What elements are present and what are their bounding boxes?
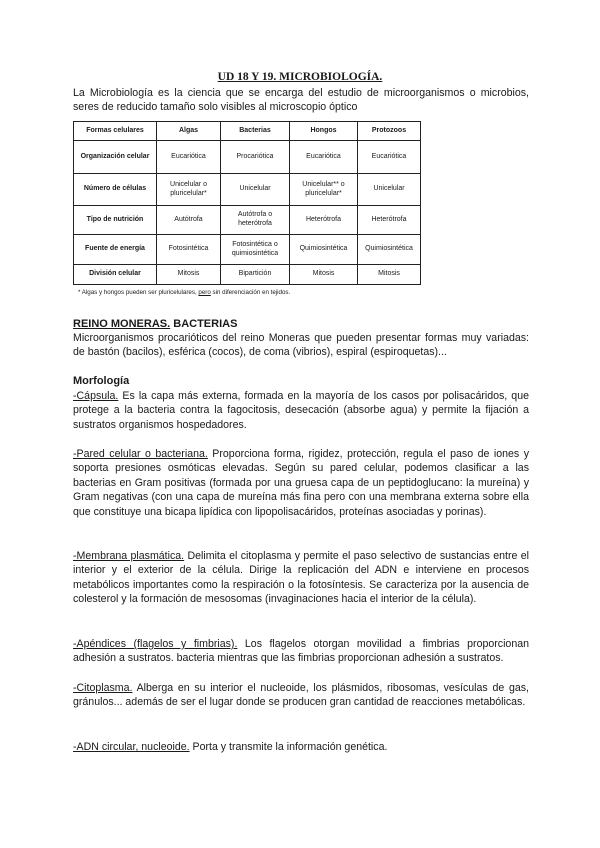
table-cell: Unicelular bbox=[221, 174, 290, 206]
comparison-table bbox=[73, 121, 421, 285]
footnote-text: * Algas y hongos pueden ser pluricelulares, bbox=[78, 289, 199, 296]
table-cell: Mitosis bbox=[157, 265, 221, 285]
page-title: UD 18 Y 19. MICROBIOLOGÍA. bbox=[217, 71, 383, 83]
intro-paragraph: La Microbiología es la ciencia que se encarga del estudio de microorganismos o microbios, seres de reducido tamaño solo visibles al microscopio óptico bbox=[73, 87, 529, 114]
table-header-cell: Protozoos bbox=[358, 122, 421, 141]
table-header-cell: Formas celulares bbox=[74, 122, 157, 141]
row-header-cell: Fuente de energía bbox=[74, 235, 157, 265]
table-cell: Fotosintética o quimiosintética bbox=[221, 235, 290, 265]
reino-paragraph: Microorganismos procarióticos del reino Moneras que pueden presentar formas muy variadas: de bastón (bacilos), esférica (cocos), de coma (vibrios), espiral (espiroquetas)... bbox=[73, 332, 529, 359]
pared-paragraph bbox=[73, 447, 529, 519]
table-row bbox=[74, 174, 421, 206]
table-cell: Quimiosintética bbox=[290, 235, 358, 265]
capsula-text: Es la capa más externa, formada en la mayoría de los casos por polisacáridos, que protege a la bacteria contra la fagocitosis, desecación (absorbe agua) y permite la fijación a sustratos organismos hospedadores. bbox=[73, 390, 529, 431]
citoplasma-paragraph bbox=[73, 681, 529, 710]
adn-paragraph bbox=[73, 740, 529, 754]
table-cell: Eucariótica bbox=[358, 141, 421, 174]
table-cell: Fotosintética bbox=[157, 235, 221, 265]
table-row bbox=[74, 235, 421, 265]
reino-section-heading bbox=[73, 317, 529, 331]
table-cell: Heterótrofa bbox=[290, 206, 358, 235]
table-cell: Unicelular o pluricelular* bbox=[157, 174, 221, 206]
citoplasma-term: -Citoplasma. bbox=[73, 682, 133, 694]
adn-term: -ADN circular, nucleoide. bbox=[73, 741, 190, 753]
membrana-paragraph bbox=[73, 549, 529, 607]
table-cell: Unicelular** o pluricelular* bbox=[290, 174, 358, 206]
morfologia-heading-text: Morfología bbox=[73, 375, 130, 387]
table-row bbox=[74, 265, 421, 285]
row-header-cell: Número de células bbox=[74, 174, 157, 206]
reino-heading-rest: BACTERIAS bbox=[170, 318, 238, 330]
capsula-paragraph bbox=[73, 389, 529, 432]
table-cell: Mitosis bbox=[358, 265, 421, 285]
table-cell: Unicelular bbox=[358, 174, 421, 206]
footnote-text: sin diferenciación en tejidos. bbox=[210, 289, 291, 296]
table-cell: Eucariótica bbox=[290, 141, 358, 174]
comparison-table-container bbox=[73, 121, 420, 285]
pared-text: Proporciona forma, rigidez, protección, regula el paso de iones y soporta presiones osmóticas elevadas. Según su pared celular, podemos clasificar a las bacterias en Gram positivas (formada por una gruesa capa de un peptidoglucano: la mureína) y Gram negativas (con una capa de mureína más fina pero con una membrana externa sobre ella que constituye una bicapa lipídica con lipopolisacáridos, proteínas asociadas y porinas). bbox=[73, 448, 529, 518]
membrana-term: -Membrana plasmática. bbox=[73, 550, 185, 562]
adn-text: Porta y transmite la información genética. bbox=[189, 741, 388, 753]
table-cell: Eucariótica bbox=[157, 141, 221, 174]
table-cell: Autótrofa o heterótrofa bbox=[221, 206, 290, 235]
table-header-row bbox=[74, 122, 421, 141]
morfologia-heading bbox=[73, 374, 529, 388]
table-row bbox=[74, 206, 421, 235]
table-cell: Autótrofa bbox=[157, 206, 221, 235]
row-header-cell: División celular bbox=[74, 265, 157, 285]
table-header-cell: Hongos bbox=[290, 122, 358, 141]
apendices-term: -Apéndices (flagelos y fimbrias). bbox=[73, 638, 238, 650]
apendices-paragraph bbox=[73, 637, 529, 666]
reino-heading-underlined: REINO MONERAS. bbox=[73, 318, 171, 330]
table-header-cell: Bacterias bbox=[221, 122, 290, 141]
table-header-cell: Algas bbox=[157, 122, 221, 141]
table-cell: Bipartición bbox=[221, 265, 290, 285]
footnote-underlined-word: pero bbox=[198, 289, 211, 296]
table-footnote bbox=[78, 289, 290, 296]
table-cell: Procariótica bbox=[221, 141, 290, 174]
capsula-term: -Cápsula. bbox=[73, 390, 119, 402]
membrana-text: Delimita el citoplasma y permite el paso selectivo de sustancias entre el interior y el exterior de la célula. Dirige la replicación del ADN e interviene en procesos metabólicos importantes como la respiración o la fotosíntesis. Se caracteriza por la ausencia de colesterol y la formación de mesosomas (invaginaciones hacia el interior de la célula). bbox=[73, 550, 530, 606]
row-header-cell: Tipo de nutrición bbox=[74, 206, 157, 235]
citoplasma-text: Alberga en su interior el nucleoide, los plásmidos, ribosomas, vesículas de gas, gránulos... además de ser el lugar donde se producen gran cantidad de reacciones metabólicas. bbox=[73, 682, 529, 709]
row-header-cell: Organización celular bbox=[74, 141, 157, 174]
table-cell: Heterótrofa bbox=[358, 206, 421, 235]
apendices-text: Los flagelos otorgan movilidad a fimbrias proporcionan adhesión a sustratos. bacteria mientras que las fimbrias proporcionan adhesión a sustratos. bbox=[73, 638, 529, 665]
table-cell: Quimiosintética bbox=[358, 235, 421, 265]
table-row bbox=[74, 141, 421, 174]
pared-term: -Pared celular o bacteriana. bbox=[73, 448, 208, 460]
table-cell: Mitosis bbox=[290, 265, 358, 285]
